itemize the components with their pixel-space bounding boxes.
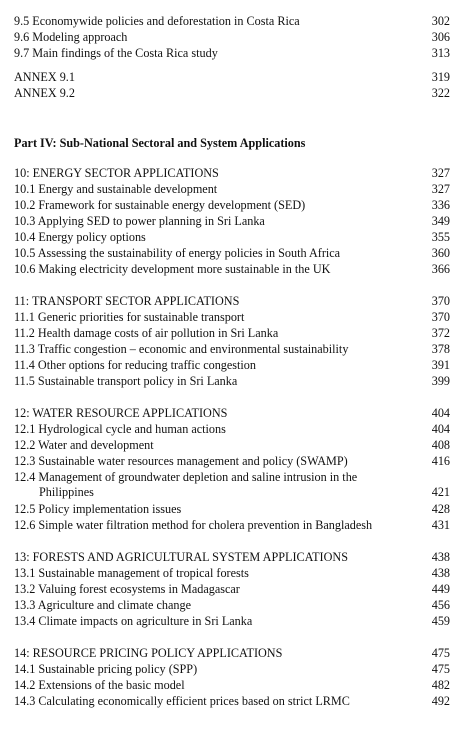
toc-entry-page: 360	[431, 246, 450, 260]
toc-entry-page: 428	[431, 502, 450, 516]
toc-entry-page: 327	[431, 182, 450, 196]
toc-entry	[14, 214, 450, 229]
toc-entry-page: 366	[431, 262, 450, 276]
toc-entry-title: 12.5 Policy implementation issues	[14, 502, 182, 516]
toc-entry-page: 355	[431, 230, 450, 244]
toc-entry-title: 10.1 Energy and sustainable development	[14, 182, 218, 196]
toc-entry-page: 322	[431, 86, 450, 100]
toc-entry	[14, 182, 450, 197]
toc-entry	[14, 454, 450, 469]
chapter-heading-page: 404	[431, 406, 450, 420]
toc-entry	[14, 262, 450, 277]
toc-entry-title: 14.1 Sustainable pricing policy (SPP)	[14, 662, 198, 676]
chapter-heading-page: 370	[431, 294, 450, 308]
part-heading: Part IV: Sub-National Sectoral and System Applications	[14, 136, 306, 150]
toc-entry-title: 11.5 Sustainable transport policy in Sri Lanka	[14, 374, 238, 388]
toc-entry-title: 10.6 Making electricity development more sustainable in the UK	[14, 262, 331, 276]
toc-entry-page: 372	[431, 326, 450, 340]
toc-entry-page: 431	[431, 518, 450, 532]
toc-entry-title: 14.2 Extensions of the basic model	[14, 678, 185, 692]
toc-entry-page: 475	[431, 662, 450, 676]
chapter-heading	[14, 406, 450, 421]
toc-entry-title: 13.2 Valuing forest ecosystems in Madagascar	[14, 582, 240, 596]
toc-entry	[14, 566, 450, 581]
toc-entry-page: 449	[431, 582, 450, 596]
toc-entry-title: 12.2 Water and development	[14, 438, 154, 452]
toc-entry-page: 336	[431, 198, 450, 212]
toc-entry-page: 408	[431, 438, 450, 452]
toc-entry-page: 370	[431, 310, 450, 324]
toc-entry-annex	[14, 70, 450, 85]
toc-entry-page: 482	[431, 678, 450, 692]
toc-entry-title: 14.3 Calculating economically efficient prices based on strict LRMC	[14, 694, 350, 708]
toc-entry	[14, 358, 450, 373]
toc-entry-title: 12.3 Sustainable water resources management and policy (SWAMP)	[14, 454, 348, 468]
toc-entry	[14, 678, 450, 693]
chapter-heading	[14, 294, 450, 309]
chapter-heading-page: 438	[431, 550, 450, 564]
toc-entry-title: 9.5 Economywide policies and deforestation in Costa Rica	[14, 14, 300, 28]
chapter-heading-page: 327	[431, 166, 450, 180]
toc-entry-title: 12.4 Management of groundwater depletion and saline intrusion in the Philippines	[14, 470, 358, 499]
toc-entry-title: 13.3 Agriculture and climate change	[14, 598, 191, 612]
toc-entry	[14, 14, 450, 29]
toc-entry-page: 302	[431, 14, 450, 28]
chapter-heading-page: 475	[431, 646, 450, 660]
toc-entry-title: 11.4 Other options for reducing traffic congestion	[14, 358, 256, 372]
toc-entry-title: ANNEX 9.1	[14, 70, 75, 84]
toc-entry	[14, 582, 450, 597]
toc-entry	[14, 310, 450, 325]
toc-entry-title: ANNEX 9.2	[14, 86, 75, 100]
toc-entry-title: 12.1 Hydrological cycle and human actions	[14, 422, 226, 436]
toc-entry-title: 9.6 Modeling approach	[14, 30, 128, 44]
toc-entry-title: 10.2 Framework for sustainable energy development (SED)	[14, 198, 306, 212]
toc-entry	[14, 470, 450, 500]
toc-entry-title: 13.1 Sustainable management of tropical forests	[14, 566, 249, 580]
toc-entry-page: 459	[431, 614, 450, 628]
toc-entry	[14, 326, 450, 341]
toc-entry-annex	[14, 86, 450, 101]
toc-entry-title: 10.3 Applying SED to power planning in Sri Lanka	[14, 214, 265, 228]
toc-entry-title: 10.4 Energy policy options	[14, 230, 146, 244]
toc-entry	[14, 30, 450, 45]
toc-entry	[14, 662, 450, 677]
chapter-heading-title: 12: WATER RESOURCE APPLICATIONS	[14, 406, 228, 420]
chapter-heading-title: 10: ENERGY SECTOR APPLICATIONS	[14, 166, 219, 180]
toc-entry	[14, 198, 450, 213]
chapter-heading-title: 13: FORESTS AND AGRICULTURAL SYSTEM APPLICATIONS	[14, 550, 348, 564]
toc-entry-title: 11.2 Health damage costs of air pollution in Sri Lanka	[14, 326, 279, 340]
toc-entry	[14, 438, 450, 453]
toc-entry-page: 404	[431, 422, 450, 436]
chapter-heading	[14, 646, 450, 661]
toc-entry-page: 349	[431, 214, 450, 228]
toc-entry-title: 9.7 Main findings of the Costa Rica study	[14, 46, 218, 60]
toc-entry-title: 11.3 Traffic congestion – economic and environmental sustainability	[14, 342, 349, 356]
toc-entry-page: 319	[431, 70, 450, 84]
toc-entry-title: 12.6 Simple water filtration method for cholera prevention in Bangladesh	[14, 518, 373, 532]
toc-entry-page: 456	[431, 598, 450, 612]
toc-entry	[14, 502, 450, 517]
toc-entry-title: 10.5 Assessing the sustainability of energy policies in South Africa	[14, 246, 341, 260]
toc-entry-page: 399	[431, 374, 450, 388]
toc-entry	[14, 374, 450, 389]
toc-entry-title: 11.1 Generic priorities for sustainable transport	[14, 310, 245, 324]
chapter-heading-title: 11: TRANSPORT SECTOR APPLICATIONS	[14, 294, 240, 308]
toc-entry	[14, 422, 450, 437]
chapter-heading	[14, 166, 450, 181]
chapter-heading-title: 14: RESOURCE PRICING POLICY APPLICATIONS	[14, 646, 283, 660]
toc-entry	[14, 246, 450, 261]
chapter-heading	[14, 550, 450, 565]
toc-entry-page: 438	[431, 566, 450, 580]
toc-entry	[14, 230, 450, 245]
toc-entry-title: 13.4 Climate impacts on agriculture in Sri Lanka	[14, 614, 253, 628]
toc-entry	[14, 614, 450, 629]
toc-entry-page: 492	[431, 694, 450, 708]
toc-entry-page: 391	[431, 358, 450, 372]
toc-entry	[14, 694, 450, 709]
toc-entry-page: 416	[431, 454, 450, 468]
toc-entry-page: 306	[431, 30, 450, 44]
toc-entry	[14, 342, 450, 357]
toc-entry-page: 313	[431, 46, 450, 60]
toc-entry-page: 378	[431, 342, 450, 356]
toc-entry	[14, 598, 450, 613]
toc-entry-page: 421	[431, 485, 450, 499]
toc-entry	[14, 46, 450, 61]
toc-entry	[14, 518, 450, 533]
